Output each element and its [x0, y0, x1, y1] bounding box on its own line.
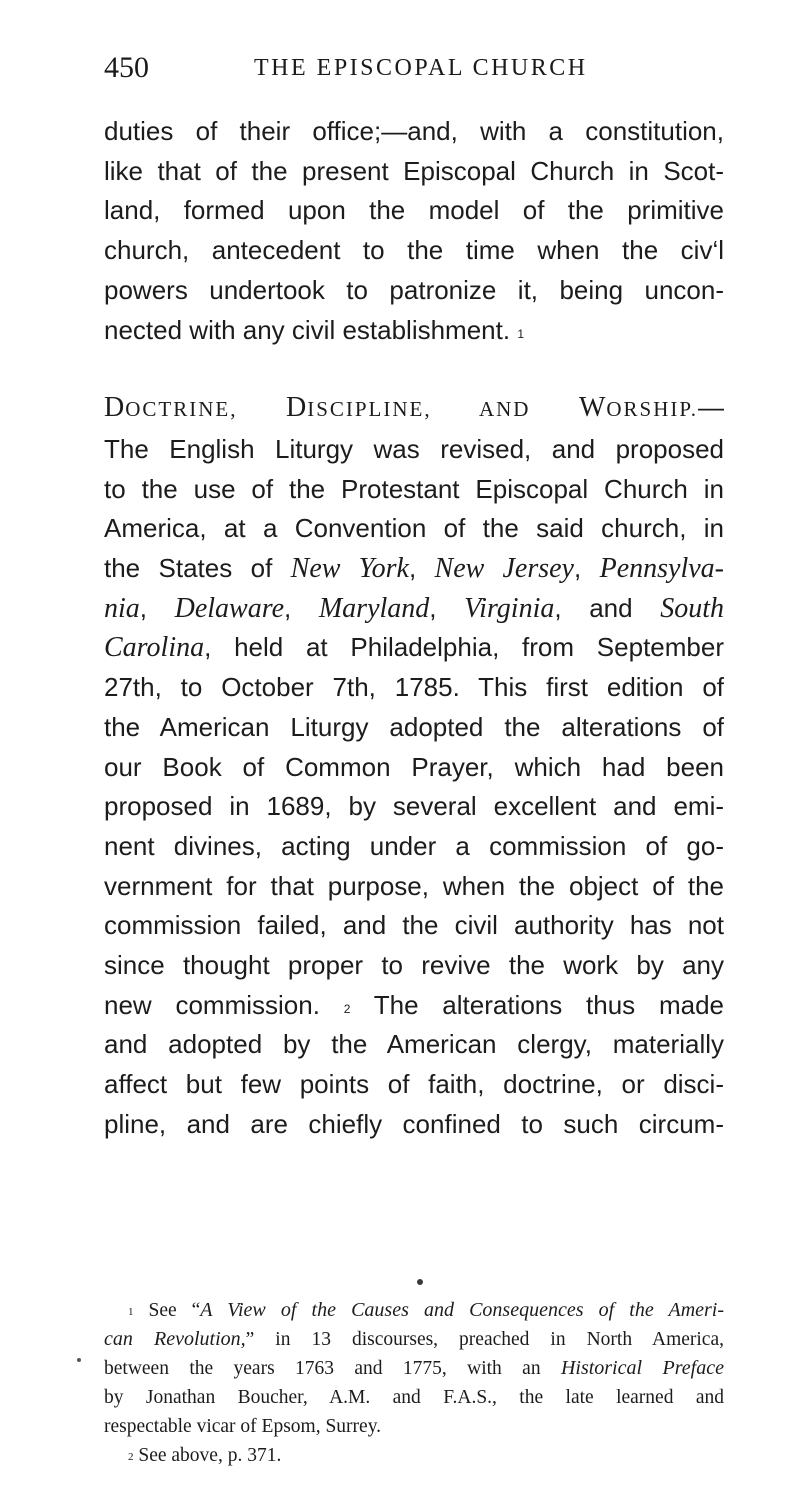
state-name: Delaware	[174, 592, 285, 624]
footnote-reference: 1	[517, 326, 525, 341]
page-header	[104, 48, 724, 88]
ink-speck	[77, 1358, 81, 1362]
text-line: commission failed, and the civil authority has not	[104, 910, 724, 941]
text-line	[104, 986, 724, 1026]
heading-dash: —	[698, 392, 724, 423]
text-segment: , held at Philadelphia, from September	[204, 632, 724, 663]
text-line: the American Liturgy adopted the alterations of	[104, 711, 724, 742]
body-text	[104, 112, 724, 1145]
text-line: The English Liturgy was revised, and proposed	[104, 433, 724, 464]
text-segment: See above, p. 371.	[133, 1445, 282, 1466]
footnote-line	[104, 1354, 724, 1383]
text-line	[104, 628, 724, 668]
book-title: Historical Preface	[560, 1357, 724, 1379]
text-line: powers undertook to patronize it, being uncon-	[104, 274, 724, 305]
text-segment: See “	[133, 1300, 201, 1321]
footnote-line	[104, 1441, 724, 1470]
text-line: church, antecedent to the time when the civ‘l	[104, 235, 724, 266]
text-line: to the use of the Protestant Episcopal Church in	[104, 473, 724, 504]
footnotes	[104, 1296, 724, 1470]
footnote-line	[104, 1325, 724, 1354]
footnote-line	[104, 1296, 724, 1325]
text-line: like that of the present Episcopal Church in Scot-	[104, 155, 724, 186]
text-line: America, at a Convention of the said church, in	[104, 513, 724, 544]
state-name: nia	[104, 592, 140, 624]
text-line: affect but few points of faith, doctrine, or disci-	[104, 1069, 724, 1100]
text-line	[104, 311, 724, 351]
text-line	[104, 589, 724, 629]
text-line: duties of their office;—and, with a constitution,	[104, 116, 724, 146]
heading-small-caps: AND	[478, 397, 579, 422]
heading-small-caps: OCTRINE,	[125, 397, 286, 422]
page-number: 450	[104, 51, 149, 84]
text-line	[104, 549, 724, 589]
text-segment: new commission.	[104, 989, 320, 1020]
text-line: our Book of Common Prayer, which had been	[104, 751, 724, 782]
state-name: New York	[290, 553, 409, 585]
state-name: Maryland	[318, 592, 430, 624]
text-line: nent divines, acting under a commission of go-	[104, 830, 724, 861]
text-segment: nected with any civil establishment.	[104, 314, 511, 345]
running-title: THE EPISCOPAL CHURCH	[254, 55, 588, 81]
footnote-reference: 2	[343, 1001, 351, 1016]
heading-small-caps: ISCIPLINE,	[307, 397, 479, 422]
text-segment: ,	[408, 553, 435, 584]
text-line: and adopted by the American clergy, materially	[104, 1029, 724, 1060]
text-segment: the States of	[104, 553, 291, 584]
text-segment: , and	[554, 592, 661, 623]
state-name: New Jersey	[434, 553, 574, 585]
book-title: can Revolution,	[104, 1328, 246, 1350]
state-name: Pennsylva-	[599, 553, 724, 585]
ink-speck	[417, 1279, 423, 1285]
text-segment: ,	[573, 553, 600, 584]
text-segment: ,	[284, 592, 319, 623]
paragraph-constitution	[104, 112, 724, 350]
footnote-number: 1	[128, 1306, 134, 1318]
footnote-line: respectable vicar of Epsom, Surrey.	[104, 1416, 382, 1437]
heading-capital: W	[578, 392, 607, 424]
text-line: land, formed upon the model of the primitive	[104, 195, 724, 226]
text-line: vernment for that purpose, when the object of the	[104, 870, 724, 901]
text-line: proposed in 1689, by several excellent and emi-	[104, 791, 724, 822]
text-line: since thought proper to revive the work by any	[104, 950, 724, 981]
paragraph-liturgy	[104, 388, 724, 1144]
text-segment: between the years 1763 and 1775, with an	[104, 1358, 561, 1379]
footnote-number: 2	[128, 1451, 134, 1463]
state-name: Carolina	[104, 632, 205, 664]
heading-capital: D	[104, 392, 126, 424]
book-title: A View of the Causes and Consequences of the Ameri-	[200, 1299, 725, 1321]
text-line: pline, and are chiefly confined to such circum-	[104, 1108, 724, 1139]
heading-capital: D	[285, 392, 308, 424]
text-line: 27th, to October 7th, 1785. This first edition of	[104, 672, 724, 703]
heading-small-caps: ORSHIP.	[606, 397, 698, 422]
state-name: Virginia	[464, 592, 555, 624]
section-heading-line	[104, 388, 724, 430]
text-segment: The alterations thus made	[350, 989, 724, 1020]
paragraph-gap	[104, 350, 724, 388]
state-name: South	[660, 592, 724, 624]
text-segment: ,	[139, 592, 175, 623]
text-segment: ,	[429, 592, 465, 623]
text-segment: ” in 13 discourses, preached in North America,	[245, 1329, 724, 1350]
footnote-line: by Jonathan Boucher, A.M. and F.A.S., the late learned and	[104, 1387, 724, 1408]
